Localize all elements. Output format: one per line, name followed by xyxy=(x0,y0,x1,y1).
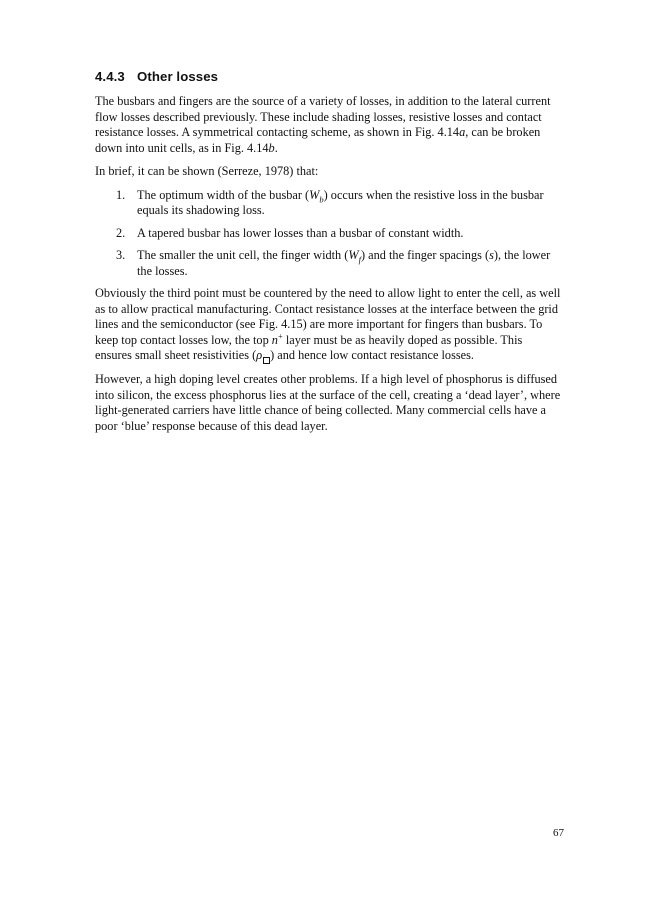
variable-w: W xyxy=(309,187,320,202)
paragraph-intro-mid: , can be broken down into unit cells, as in Fig. 4.14 xyxy=(95,125,541,155)
subscript-b: b xyxy=(319,193,324,204)
subscript-f: f xyxy=(358,254,361,265)
page-content xyxy=(95,68,561,442)
list-marker: 3. xyxy=(116,248,126,262)
paragraph-dead-layer: However, a high doping level creates other problems. If a high level of phosphorus is diffused into silicon, the excess phosphorus lies at the surface of the cell, creating a ‘dead layer’, where light-generated carriers have little chance of being collected. Many commercial cells have a poor ‘blue’ response because of this dead layer. xyxy=(95,372,561,433)
superscript-plus: + xyxy=(277,330,283,341)
paragraph-intro-text: The busbars and fingers are the source of a variety of losses, in addition to the lateral current flow losses described previously. These include shading losses, resistive losses and contact resistance losses. A symmetrical contacting scheme, as shown in Fig. 4.14 xyxy=(95,94,551,139)
paragraph-intro xyxy=(95,94,561,156)
list-item-text: A tapered busbar has lower losses than a busbar of constant width. xyxy=(137,225,464,240)
list-item xyxy=(95,188,561,219)
list-item-text: ), the lower the losses. xyxy=(137,248,551,278)
list-item xyxy=(95,226,561,242)
section-title: Other losses xyxy=(137,69,219,84)
paragraph-doping xyxy=(95,286,561,364)
page-number: 67 xyxy=(553,827,564,839)
figure-ref-b: b xyxy=(268,140,275,155)
paragraph-doping-text: Obviously the third point must be countered by the need to allow light to enter the cell, as well as to allow practical manufacturing. Contact resistance losses at the interface between the grid lines and the semiconductor (see Fig. 4.15) are more important for fingers than busbars. To keep top contact losses low, the top xyxy=(95,286,561,347)
numbered-list xyxy=(95,188,561,280)
list-marker: 2. xyxy=(116,225,126,240)
section-heading xyxy=(95,68,561,86)
variable-s: s xyxy=(489,248,494,262)
variable-w: W xyxy=(348,248,359,262)
paragraph-doping-text: layer must be as heavily doped as possible. This ensures small sheet resistivities ( xyxy=(95,332,523,362)
list-item-text: ) occurs when the resistive loss in the busbar equals its shadowing loss. xyxy=(137,187,544,217)
list-marker: 1. xyxy=(116,187,126,202)
list-item xyxy=(95,248,561,279)
list-item-text: ) and the finger spacings ( xyxy=(361,248,490,262)
variable-n: n xyxy=(271,332,278,347)
list-item-text: The smaller the unit cell, the finger width ( xyxy=(137,248,349,262)
paragraph-doping-text: ) and hence low contact resistance losses. xyxy=(270,348,474,362)
variable-rho: ρ xyxy=(256,348,263,362)
paragraph-intro-end: . xyxy=(274,140,278,155)
paragraph-brief: In brief, it can be shown (Serreze, 1978) that: xyxy=(95,164,319,178)
section-number: 4.4.3 xyxy=(95,69,125,84)
figure-ref-a: a xyxy=(459,125,466,139)
list-item-text: The optimum width of the busbar ( xyxy=(137,187,310,202)
